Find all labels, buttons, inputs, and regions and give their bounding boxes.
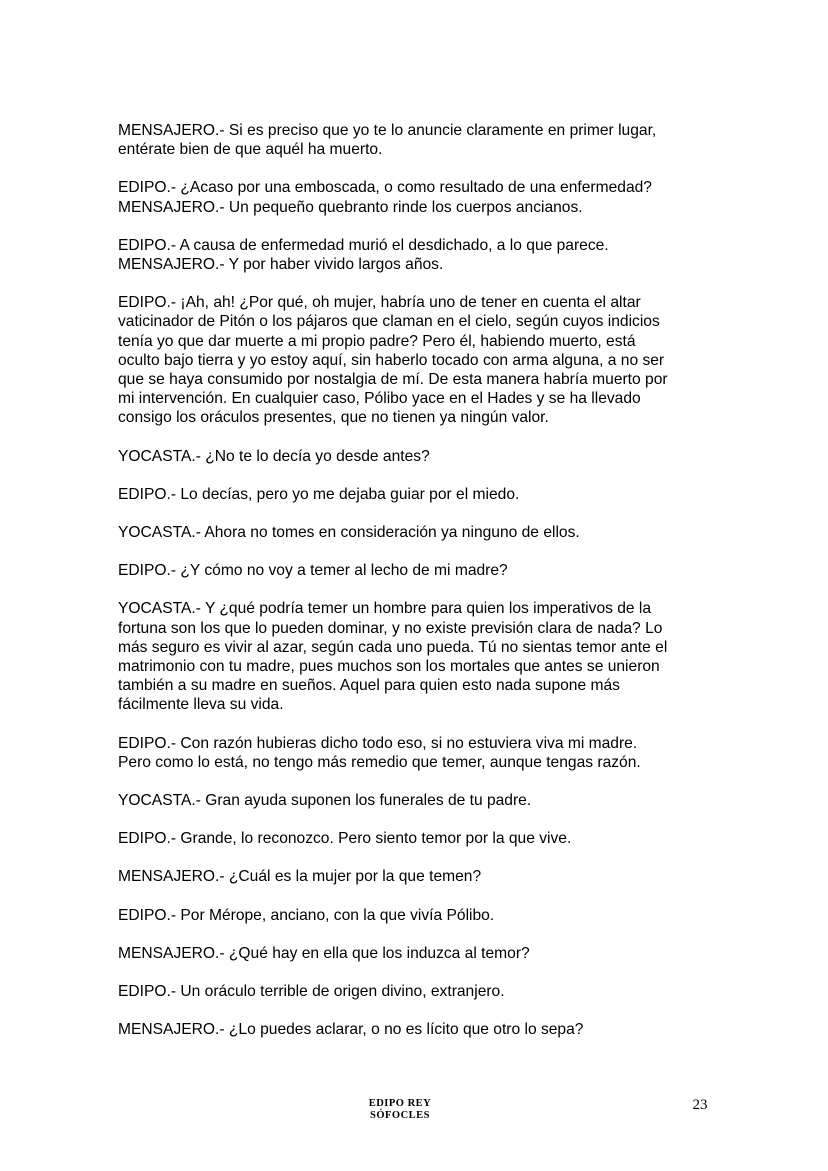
dialogue-paragraph	[118, 599, 718, 714]
dialogue-paragraph	[118, 982, 718, 1001]
dialogue-paragraph	[118, 867, 718, 886]
text-line: Pero como lo está, no tengo más remedio que temer, aunque tengas razón.	[118, 753, 641, 771]
text-line: entérate bien de que aquél ha muerto.	[118, 141, 383, 159]
dialogue-paragraph	[118, 734, 718, 772]
text-line: EDIPO.- A causa de enfermedad murió el desdichado, a lo que parece.	[118, 236, 609, 254]
text-line: EDIPO.- Un oráculo terrible de origen divino, extranjero.	[118, 983, 505, 1001]
text-line: también a su madre en sueños. Aquel para quien esto nada supone más	[118, 677, 620, 695]
footer-author: SÓFOCLES	[369, 1110, 431, 1121]
text-line: vaticinador de Pitón o los pájaros que claman en el cielo, según cuyos indicios	[118, 313, 660, 331]
dialogue-text	[118, 121, 718, 1059]
dialogue-paragraph	[118, 829, 718, 848]
text-line: oculto bajo tierra y yo estoy aquí, sin haberlo tocado con arma alguna, a no ser	[118, 351, 665, 369]
text-line: EDIPO.- ¿Y cómo no voy a temer al lecho de mi madre?	[118, 562, 508, 580]
text-line: que se haya consumido por nostalgia de mí. De esta manera habría muerto por	[118, 371, 668, 389]
page-number: 23	[692, 1097, 708, 1113]
text-line: MENSAJERO.- Y por haber vivido largos años.	[118, 256, 444, 274]
text-line: EDIPO.- Con razón hubieras dicho todo eso, si no estuviera viva mi madre.	[118, 734, 638, 752]
dialogue-paragraph	[118, 523, 718, 542]
text-line: EDIPO.- ¡Ah, ah! ¿Por qué, oh mujer, habría uno de tener en cuenta el altar	[118, 294, 641, 312]
text-line: tenía yo que dar muerte a mi propio padre? Pero él, habiendo muerto, está	[118, 332, 636, 350]
text-line: consigo los oráculos presentes, que no tienen ya ningún valor.	[118, 409, 549, 427]
dialogue-paragraph	[118, 561, 718, 580]
text-line: EDIPO.- Grande, lo reconozco. Pero siento temor por la que vive.	[118, 830, 572, 848]
dialogue-paragraph	[118, 906, 718, 925]
dialogue-paragraph	[118, 485, 718, 504]
text-line: YOCASTA.- ¿No te lo decía yo desde antes?	[118, 447, 430, 465]
text-line: MENSAJERO.- Si es preciso que yo te lo anuncie claramente en primer lugar,	[118, 122, 657, 139]
dialogue-paragraph	[118, 447, 718, 466]
text-line: MENSAJERO.- ¿Cuál es la mujer por la que temen?	[118, 868, 482, 886]
text-line: MENSAJERO.- ¿Qué hay en ella que los induzca al temor?	[118, 944, 530, 962]
text-line: fácilmente lleva su vida.	[118, 696, 284, 714]
dialogue-paragraph	[118, 791, 718, 810]
text-line: EDIPO.- Por Mérope, anciano, con la que vivía Pólibo.	[118, 906, 495, 924]
dialogue-paragraph	[118, 1020, 718, 1039]
text-line: fortuna son los que lo pueden dominar, y no existe previsión clara de nada? Lo	[118, 619, 663, 637]
dialogue-paragraph	[118, 236, 718, 274]
text-line: YOCASTA.- Y ¿qué podría temer un hombre para quien los imperativos de la	[118, 600, 652, 618]
dialogue-paragraph	[118, 293, 718, 427]
dialogue-paragraph	[118, 121, 718, 159]
text-line: MENSAJERO.- Un pequeño quebranto rinde los cuerpos ancianos.	[118, 198, 583, 216]
text-line: mi intervención. En cualquier caso, Pólibo yace en el Hades y se ha llevado	[118, 390, 641, 408]
text-line: MENSAJERO.- ¿Lo puedes aclarar, o no es lícito que otro lo sepa?	[118, 1021, 584, 1039]
text-line: YOCASTA.- Ahora no tomes en consideración ya ninguno de ellos.	[118, 524, 580, 542]
text-line: matrimonio con tu madre, pues muchos son los mortales que antes se unieron	[118, 658, 660, 676]
dialogue-paragraph	[118, 944, 718, 963]
text-line: EDIPO.- Lo decías, pero yo me dejaba guiar por el miedo.	[118, 485, 520, 503]
footer-book-title: EDIPO REY	[368, 1098, 432, 1109]
dialogue-paragraph	[118, 178, 718, 216]
text-line: más seguro es vivir al azar, según cada uno pueda. Tú no sientas temor ante el	[118, 638, 668, 656]
text-line: YOCASTA.- Gran ayuda suponen los funerales de tu padre.	[118, 792, 532, 810]
text-line: EDIPO.- ¿Acaso por una emboscada, o como resultado de una enfermedad?	[118, 179, 652, 197]
